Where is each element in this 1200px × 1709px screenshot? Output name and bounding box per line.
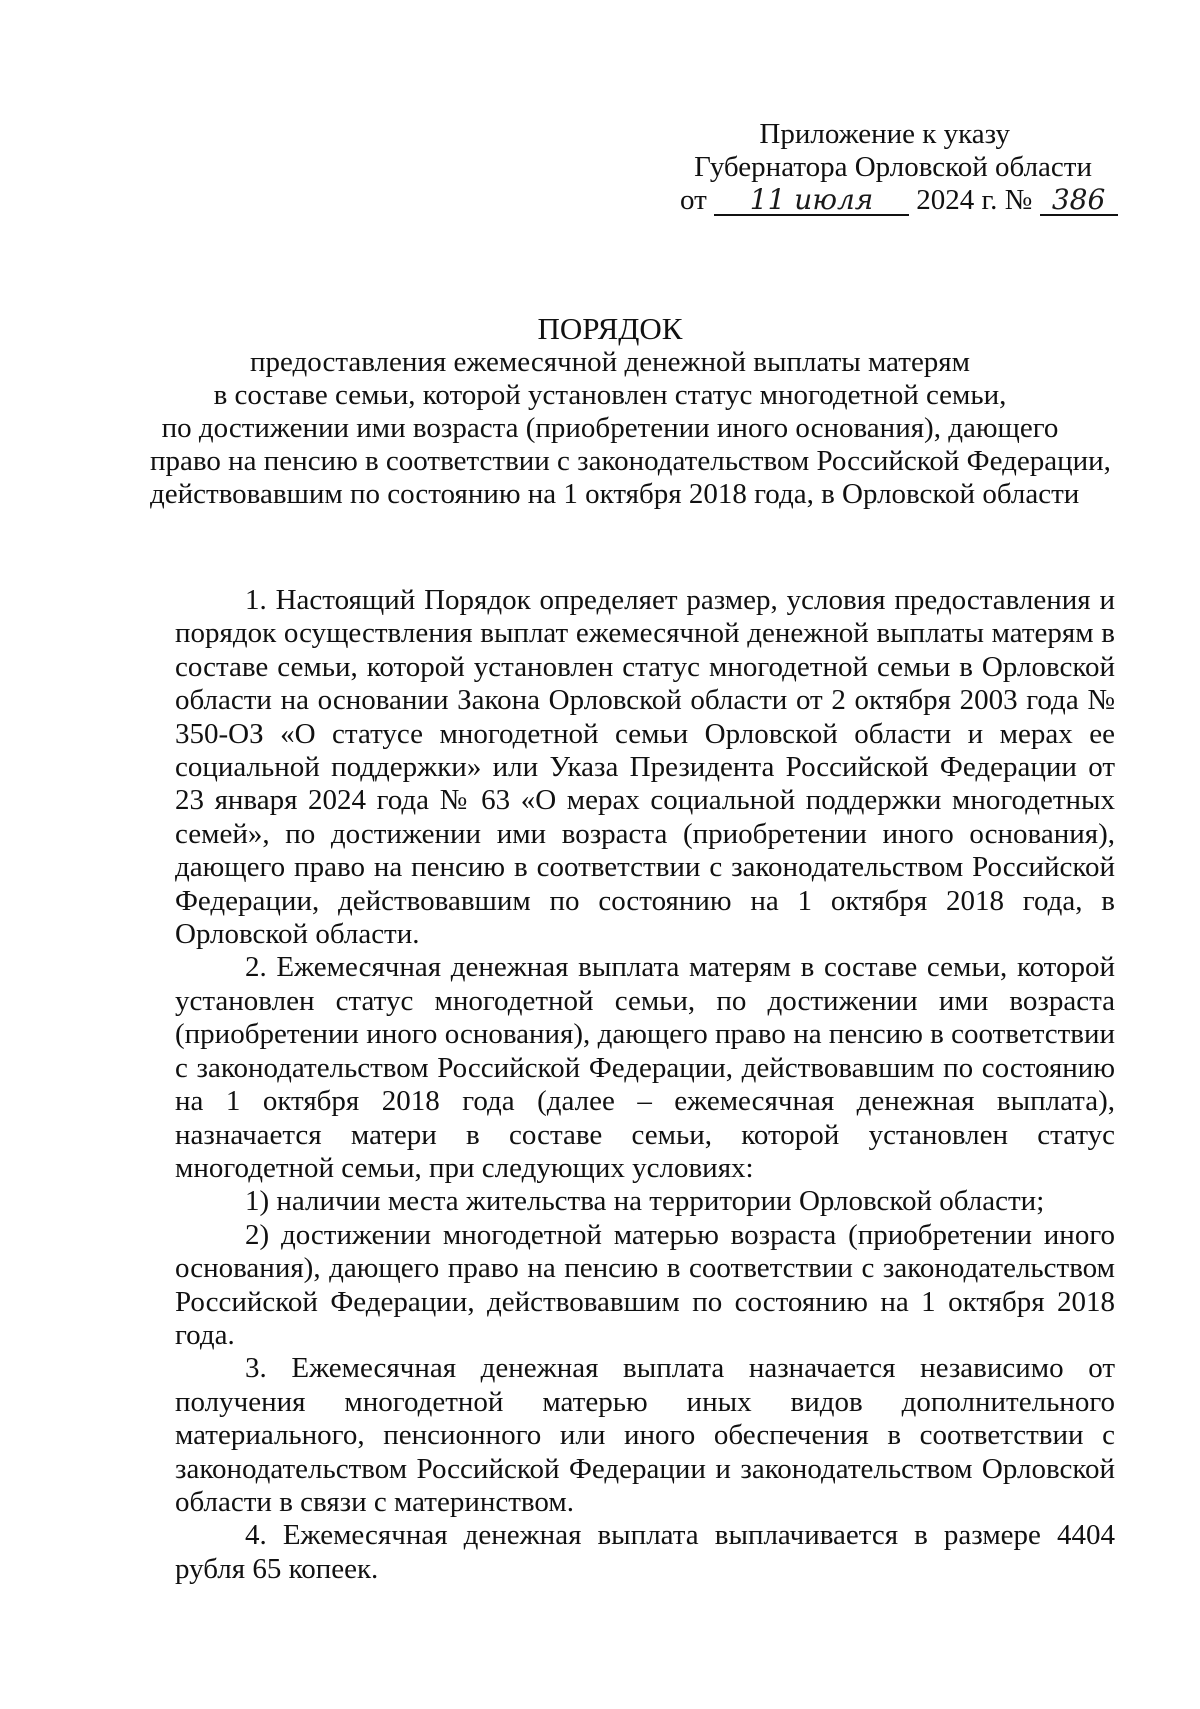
paragraph-2: 2. Ежемесячная денежная выплата матерям в составе семьи, которой установлен статус многодетной семьи, по достижении ими возраста (приобретении иного основания), дающего право на пенсию в соответствии с законодательством Российской Федерации, действовавшим по состоянию на 1 октября 2018 года (далее – ежемесячная денежная выплата), назначается матери в составе семьи, которой установлен статус многодетной семьи, при следующих условиях: — [175, 951, 1115, 1184]
from-label: от — [680, 184, 707, 216]
appendix-title: Приложение к указу — [759, 118, 1010, 150]
year-number-label: 2024 г. № — [916, 184, 1033, 216]
subtitle-line: действовавшим по состоянию на 1 октября 2018 года, в Орловской области — [150, 478, 1080, 510]
document-body — [175, 584, 1115, 1586]
subtitle-line: по достижении ими возраста (приобретении иного основания), дающего — [161, 412, 1059, 444]
handwritten-date: 11 июля — [714, 186, 909, 216]
appendix-block — [680, 118, 1120, 217]
document-title: ПОРЯДОК — [537, 311, 683, 346]
subtitle-line: право на пенсию в соответствии с законодательством Российской Федерации, — [150, 445, 1111, 477]
condition-1: 1) наличии места жительства на территории Орловской области; — [245, 1185, 1045, 1218]
paragraph-3: 3. Ежемесячная денежная выплата назначается независимо от получения многодетной матерью иных видов дополнительного материального, пенсионного или иного обеспечения в соответствии с законодательством Российской Федерации и законодательством Орловской области в связи с материнством. — [175, 1352, 1115, 1518]
document-heading — [150, 311, 1111, 511]
handwritten-number: 386 — [1040, 186, 1118, 216]
paragraph-4: 4. Ежемесячная денежная выплата выплачивается в размере 4404 рубля 65 копеек. — [175, 1519, 1115, 1585]
appendix-issuer: Губернатора Орловской области — [694, 151, 1092, 183]
appendix-date-line — [680, 184, 1120, 217]
condition-2: 2) достижении многодетной матерью возраста (приобретении иного основания), дающего право на пенсию в соответствии с законодательством Российской Федерации, действовавшим по состоянию на 1 октября 2018 года. — [175, 1218, 1115, 1351]
subtitle-line: в составе семьи, которой установлен статус многодетной семьи, — [213, 379, 1007, 411]
subtitle-line: предоставления ежемесячной денежной выплаты матерям — [249, 346, 970, 378]
paragraph-1: 1. Настоящий Порядок определяет размер, условия предоставления и порядок осуществления выплат ежемесячной денежной выплаты матерям в составе семьи, которой установлен статус многодетной семьи в Орловской области на основании Закона Орловской области от 2 октября 2003 года № 350-ОЗ «О статусе многодетной семьи Орловской области и мерах ее социальной поддержки» или Указа Президента Российской Федерации от 23 января 2024 года № 63 «О мерах социальной поддержки многодетных семей», по достижении ими возраста (приобретении иного основания), дающего право на пенсию в соответствии с законодательством Российской Федерации, действовавшим по состоянию на 1 октября 2018 года, в Орловской области. — [175, 584, 1115, 951]
